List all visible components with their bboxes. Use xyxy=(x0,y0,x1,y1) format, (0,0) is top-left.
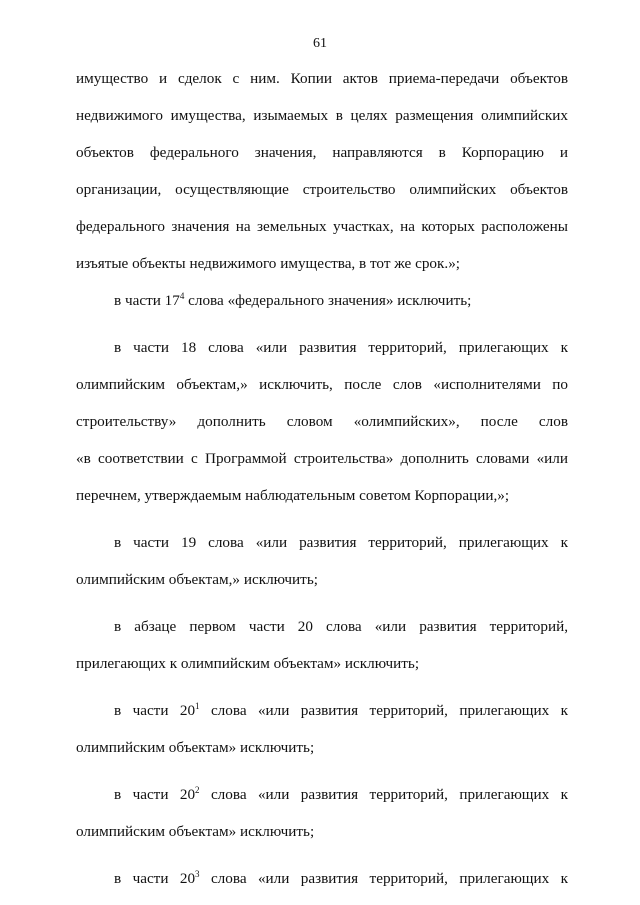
paragraph-part-20-1 xyxy=(76,699,568,723)
text-line: изъятые объекты недвижимого имущества, в тот же срок.»; xyxy=(76,255,461,272)
paragraph-part-20-3 xyxy=(76,867,568,891)
text-line: федерального значения на земельных участках, на которых расположены xyxy=(76,218,568,235)
paragraph-part-20-2 xyxy=(76,783,568,807)
text-fragment: в части 17 xyxy=(114,292,180,309)
text-fragment: слова «или развития территорий, прилегающих к xyxy=(199,870,569,887)
text-line: строительству» дополнить словом «олимпийских», после слов xyxy=(76,413,568,430)
text-fragment: слова «или развития территорий, прилегающих к xyxy=(199,786,569,803)
superscript: 4 xyxy=(179,291,185,301)
text-line: олимпийским объектам,» исключить, после слов «исполнителями по xyxy=(76,376,568,393)
text-line: в части 19 слова «или развития территорий, прилегающих к xyxy=(114,534,568,551)
text-fragment: в части 20 xyxy=(114,702,196,719)
superscript: 1 xyxy=(195,701,200,711)
text-line: «в соответствии с Программой строительства» дополнить словами «или xyxy=(76,450,568,467)
text-line: объектов федерального значения, направляются в Корпорацию и xyxy=(76,144,568,161)
text-line: олимпийским объектам» исключить; xyxy=(76,823,315,840)
text-line: в абзаце первом части 20 слова «или развития территорий, xyxy=(114,618,568,635)
page-number: 61 xyxy=(313,36,327,51)
text-line: в части 18 слова «или развития территорий, прилегающих к xyxy=(114,339,568,356)
paragraph-part-17-4 xyxy=(76,289,568,313)
text-line: перечнем, утверждаемым наблюдательным советом Корпорации,»; xyxy=(76,487,510,504)
text-fragment: в части 20 xyxy=(114,786,196,803)
text-line: недвижимого имущества, изымаемых в целях размещения олимпийских xyxy=(76,107,568,124)
text-fragment: слова «федерального значения» исключить; xyxy=(184,292,472,309)
superscript: 2 xyxy=(195,785,200,795)
text-line: олимпийским объектам,» исключить; xyxy=(76,571,318,588)
text-line: организации, осуществляющие строительство олимпийских объектов xyxy=(76,181,568,198)
text-fragment: в части 20 xyxy=(114,870,196,887)
text-fragment: слова «или развития территорий, прилегающих к xyxy=(199,702,569,719)
text-line: олимпийским объектам» исключить; xyxy=(76,739,315,756)
superscript: 3 xyxy=(195,869,200,879)
text-line: прилегающих к олимпийским объектам» исключить; xyxy=(76,655,420,672)
text-line: имущество и сделок с ним. Копии актов приема-передачи объектов xyxy=(76,70,568,87)
